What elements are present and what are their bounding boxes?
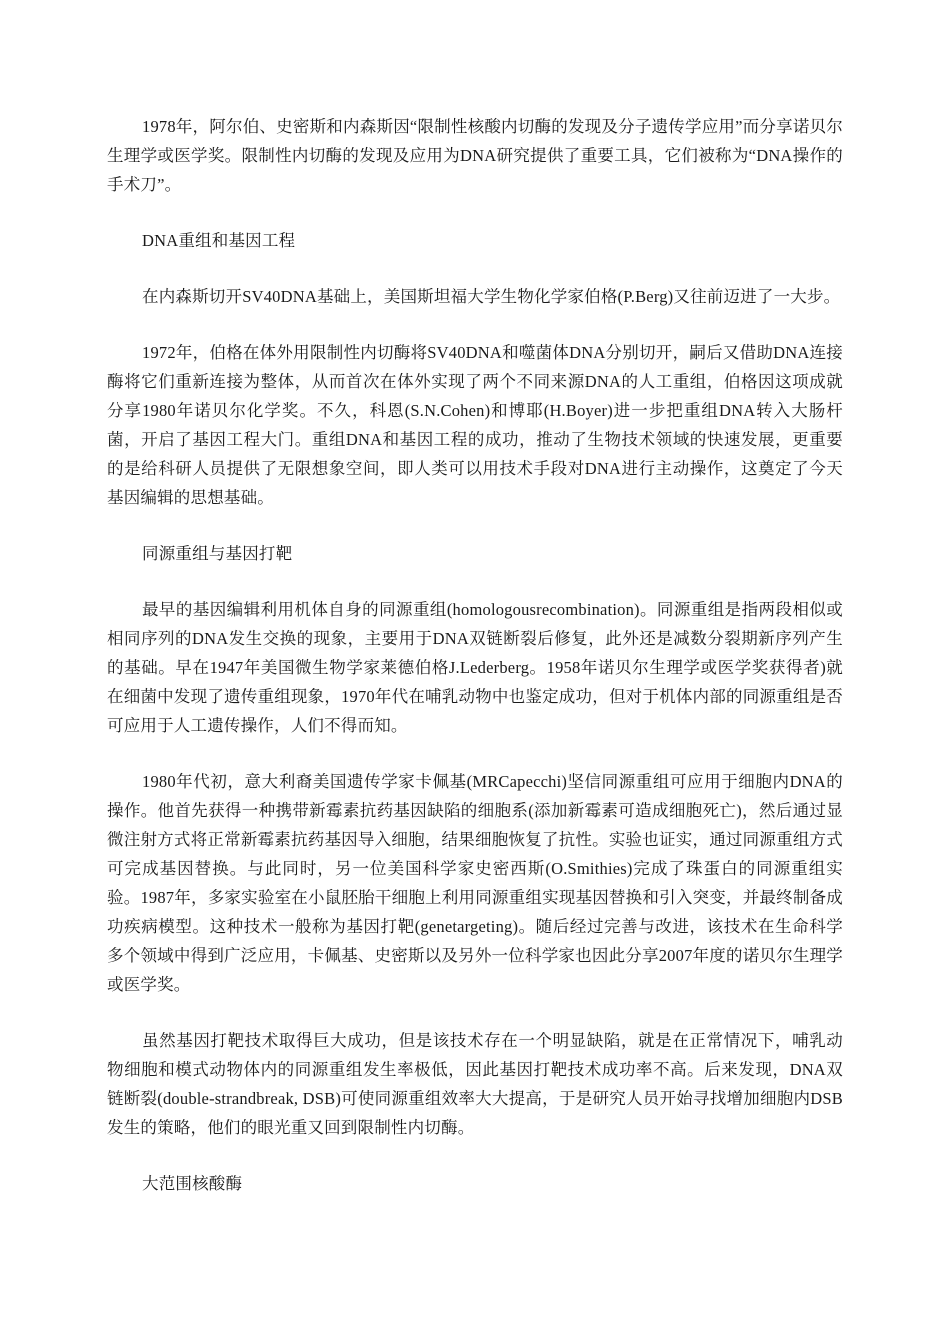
paragraph-capecchi: 1980年代初，意大利裔美国遗传学家卡佩基(MRCapecchi)坚信同源重组可应用于细胞内DNA的操作。他首先获得一种携带新霉素抗药基因缺陷的细胞系(添加新霉素可造成细胞死亡)，然后通过显微注射方式将正常新霉素抗药基因导入细胞，结果细胞恢复了抗性。实验也证实，通过同源重组方式可完成基因替换。与此同时，另一位美国科学家史密西斯(O.Smithies)完成了珠蛋白的同源重组实验。1987年，多家实验室在小鼠胚胎干细胞上利用同源重组实现基因替换和引入突变，并最终制备成功疾病模型。这种技术一般称为基因打靶(genetargeting)。随后经过完善与改进，该技术在生命科学多个领域中得到广泛应用，卡佩基、史密斯以及另外一位科学家也因此分享2007年度的诺贝尔生理学或医学奖。 (107, 772, 843, 994)
paragraph-gene-targeting-defect: 虽然基因打靶技术取得巨大成功，但是该技术存在一个明显缺陷，就是在正常情况下，哺乳动物细胞和模式动物体内的同源重组发生率极低，因此基因打靶技术成功率不高。后来发现，DNA双链断裂(double-strandbreak, DSB)可使同源重组效率大大提高，于是研究人员开始寻找增加细胞内DSB发生的策略，他们的眼光重又回到限制性内切酶。 (107, 1031, 843, 1137)
section-heading-meganuclease: 大范围核酸酶 (142, 1174, 243, 1193)
paragraph-restriction-enzyme-nobel: 1978年，阿尔伯、史密斯和内森斯因“限制性核酸内切酶的发现及分子遗传学应用”而分享诺贝尔生理学或医学奖。限制性内切酶的发现及应用为DNA研究提供了重要工具，它们被称为“DNA操作的手术刀”。 (107, 117, 843, 194)
section-heading-gene-targeting: 同源重组与基因打靶 (142, 544, 293, 563)
paragraph-1972-recombination: 1972年，伯格在体外用限制性内切酶将SV40DNA和噬菌体DNA分别切开，嗣后又借助DNA连接酶将它们重新连接为整体，从而首次在体外实现了两个不同来源DNA的人工重组，伯格因这项成就分享1980年诺贝尔化学奖。不久，科恩(S.N.Cohen)和博耶(H.Boyer)进一步把重组DNA转入大肠杆菌，开启了基因工程大门。重组DNA和基因工程的成功，推动了生物技术领域的快速发展，更重要的是给科研人员提供了无限想象空间，即人类可以用技术手段对DNA进行主动操作，这奠定了今天基因编辑的思想基础。 (107, 343, 843, 507)
paragraph-homologous-recombination: 最早的基因编辑利用机体自身的同源重组(homologousrecombination)。同源重组是指两段相似或相同序列的DNA发生交换的现象，主要用于DNA双链断裂后修复，此外还是减数分裂期新序列产生的基础。早在1947年美国微生物学家莱德伯格J.Lederberg。1958年诺贝尔生理学或医学奖获得者)就在细菌中发现了遗传重组现象，1970年代在哺乳动物中也鉴定成功，但对于机体内部的同源重组是否可应用于人工遗传操作，人们不得而知。 (107, 600, 843, 735)
document-body (107, 112, 843, 1225)
paragraph-berg-step: 在内森斯切开SV40DNA基础上，美国斯坦福大学生物化学家伯格(P.Berg)又往前迈进了一大步。 (142, 287, 841, 306)
section-heading-dna-recombination: DNA重组和基因工程 (142, 231, 296, 250)
